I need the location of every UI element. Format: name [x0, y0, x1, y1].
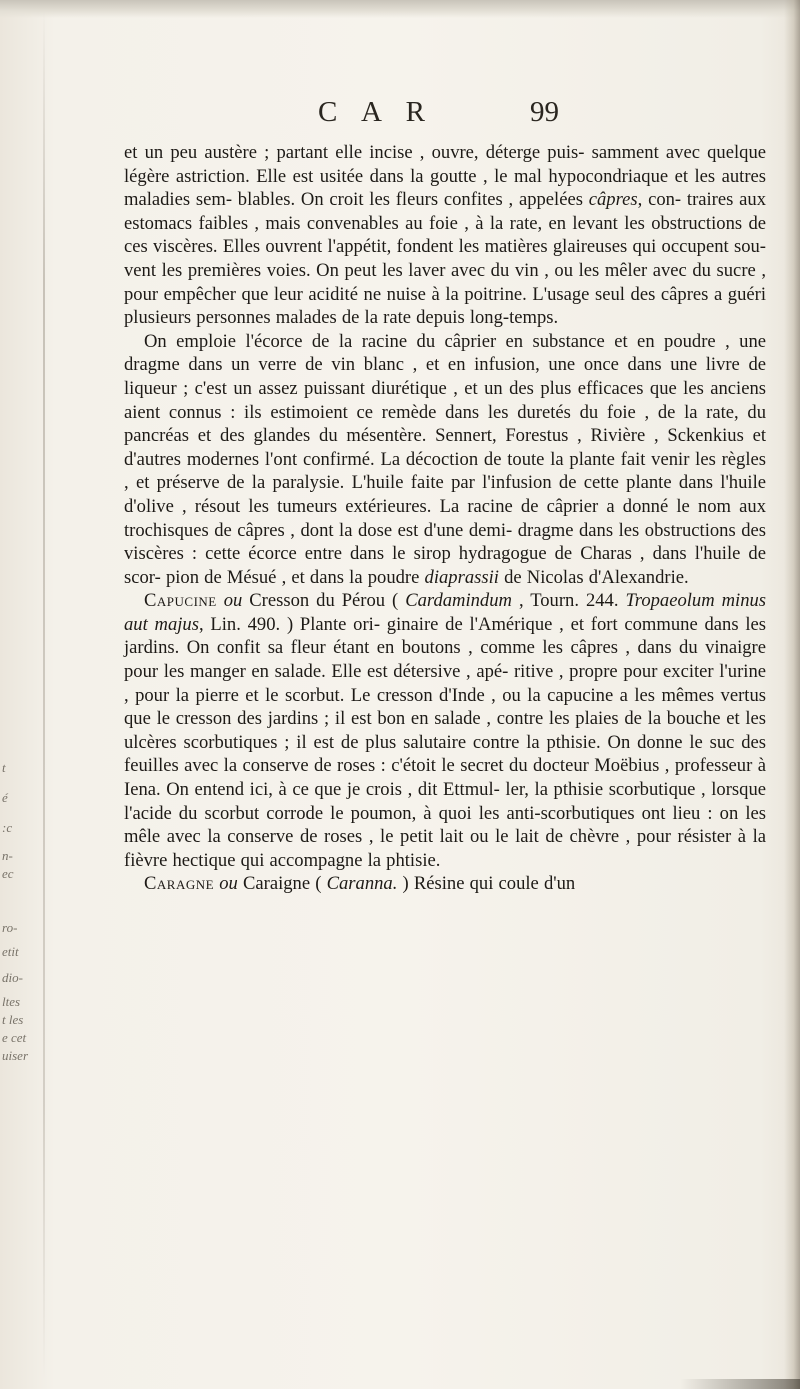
page-number: 99: [530, 96, 559, 128]
margin-fragment: t: [2, 760, 6, 775]
margin-fragment: :c: [2, 820, 13, 835]
running-head: C A R: [318, 96, 434, 128]
entry-headword: Caragne: [144, 873, 215, 895]
margin-fragment: n-: [2, 848, 13, 863]
margin-fragment: ec: [2, 866, 14, 881]
paragraph-caprier-ecorce: On emploie l'écorce de la racine du câprier en substance et en poudre , une dragme dans un verre de vin blanc , et en infusion, une once dans une livre de liqueur ; c'est un assez puissant diurétique , et un des plus efficaces que les anciens aient connus : ils estimoient ce remède dans les duretés du foie , de la rate, du pancréas et des glandes du mésentère. Sennert, Forestus , Rivière , Sckenkius et d'autres modernes l'ont confirmé. La décoction de toute la plante fait venir les règles , et préserve de la paralysie. L'huile faite par l'infusion de cette plante dans l'huile d'olive , résout les tumeurs extérieures. La racine de câprier a donné le nom aux trochisques de câpres , dont la dose est d'une demi- dragme dans les obstructions des viscères : cette écorce entre dans le sirop hydragogue de Charas , dans l'huile de scor- pion de Mésué , et dans la poudre diaprassii de Nicolas d'Alexandrie.: [124, 330, 766, 588]
page-right-edge: [784, 0, 800, 1389]
margin-fragment: t les: [2, 1012, 24, 1027]
margin-fragment: uiser: [2, 1048, 28, 1063]
entry-headword: Capucine: [144, 590, 217, 612]
margin-fragment: ltes: [2, 994, 21, 1009]
page-top-edge: [0, 0, 800, 18]
margin-fragment: é: [2, 790, 8, 805]
binding-edge-line: [43, 10, 45, 1380]
left-margin-bleed: [0, 0, 48, 1389]
paragraph-capres-continued: et un peu austère ; partant elle incise , ouvre, déterge puis- samment avec quelque légère astriction. Elle est usitée dans la goutte , le mal hypocondriaque et les autres maladies sem- blables. On croit les fleurs confites , appelées câpres, con- traires aux estomacs faibles , mais convenables au foie , à la rate, en levant les obstructions de ces viscères. Elles ouvrent l'appétit, fondent les matières glaireuses qui occupent sou- vent les premières voies. On peut les laver avec du vin , ou les mêler avec du sucre , pour empêcher que leur acidité ne nuise à la poitrine. L'usage seul des câpres a guéri plusieurs personnes malades de la rate depuis long-temps.: [124, 142, 766, 329]
margin-fragment: e cet: [2, 1030, 27, 1045]
margin-fragment: etit: [2, 944, 19, 959]
entry-caragne: Caragne ou Caraigne ( Caranna. ) Résine qui coule d'un: [144, 873, 576, 895]
margin-fragment: dio-: [2, 970, 23, 985]
page-header: [0, 96, 800, 132]
entry-capucine: Capucine ou Cresson du Pérou ( Cardamindum , Tourn. 244. Tropaeolum minus aut majus, Lin. 490. ) Plante ori- ginaire de l'Amérique , et fort commune dans les jardins. On confit sa fleur étant en boutons , comme les câpres , dans du vinaigre pour les manger en salade. Elle est détersive , apé- ritive , propre pour exciter l'urine , pour la pierre et le scorbut. Le cresson d'Inde , ou la capucine a les mêmes vertus que le cresson des jardins ; il est bon en salade , contre les plaies de la bouche et les ulcères scorbutiques ; il est de plus salutaire contre la pthisie. On donne le suc des feuilles avec la conserve de roses : c'étoit le secret du docteur Moëbius , professeur à Iena. On entend ici, à ce que je crois , dit Ettmul- ler, la pthisie scorbutique , lorsque l'acide du scorbut corrode le poumon, à quoi les anti-scorbutiques ont lieu : on les mêle avec la conserve de roses , le petit lait ou le lait de chèvre , pour résister à la fièvre hectique qui accompagne la phtisie.: [124, 590, 767, 871]
page-bottom-shadow: [680, 1379, 800, 1389]
body-text: [124, 141, 766, 896]
margin-fragment: ro-: [2, 920, 18, 935]
